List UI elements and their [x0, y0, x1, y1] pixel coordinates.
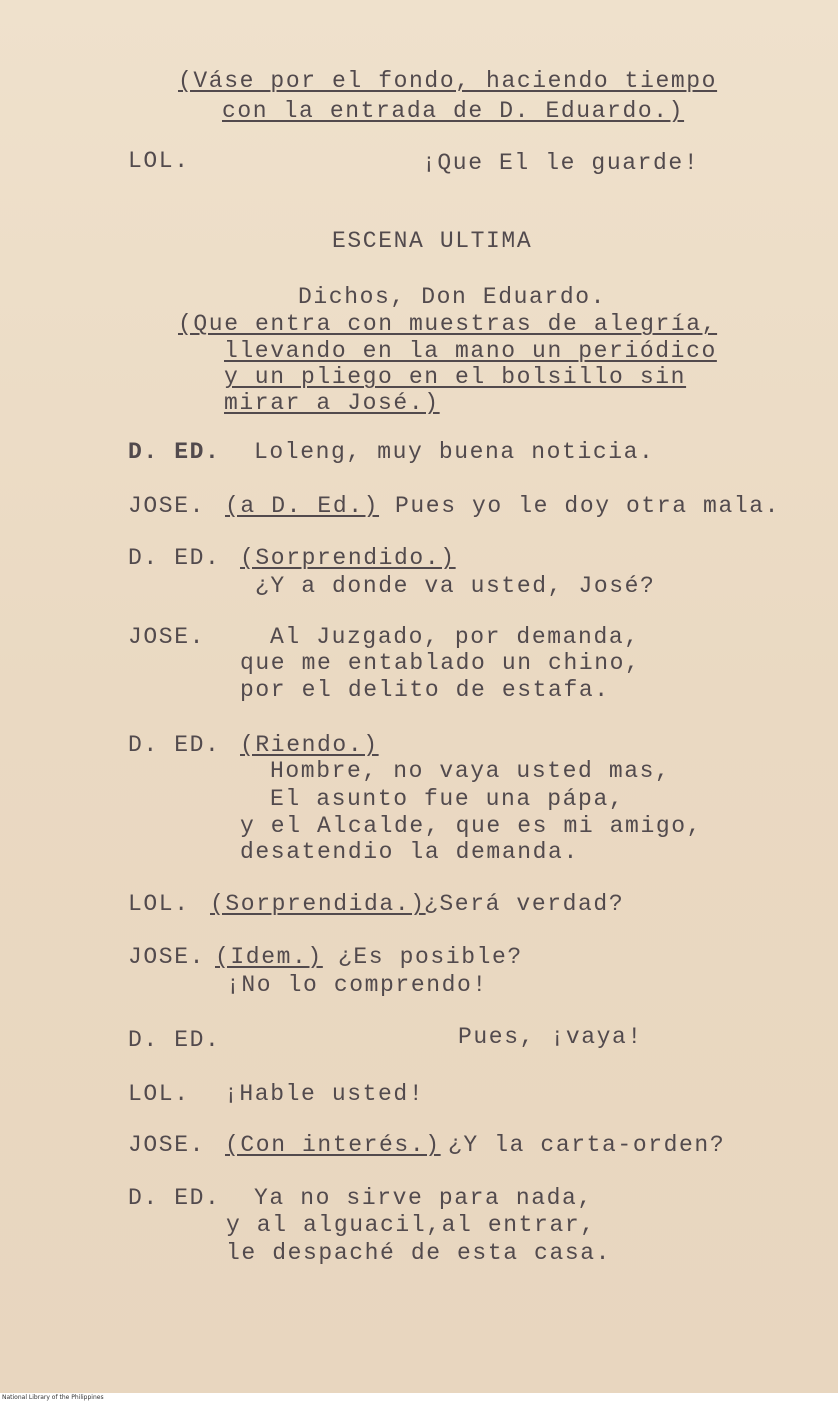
- stage-3: (a D. Ed.): [225, 493, 380, 519]
- dialogue-jose-2a: Al Juzgado, por demanda,: [270, 624, 640, 650]
- speaker-ded-2: D. ED.: [128, 545, 221, 571]
- stage-2a: (Que entra con muestras de alegría,: [178, 311, 718, 337]
- dialogue-jose-2b: que me entablado un chino,: [240, 650, 641, 676]
- dialogue-jose-3b: ¡No lo comprendo!: [226, 972, 488, 998]
- speaker-lol-1: LOL.: [128, 148, 190, 174]
- speaker-jose-2: JOSE.: [128, 624, 206, 650]
- speaker-jose-3: JOSE.: [128, 944, 206, 970]
- speaker-jose-4: JOSE.: [128, 1132, 206, 1158]
- dialogue-ded-5b: y al alguacil,al entrar,: [226, 1212, 596, 1238]
- dialogue-ded-3c: y el Alcalde, que es mi amigo,: [240, 813, 703, 839]
- dialogue-jose-3a: ¿Es posible?: [338, 944, 523, 970]
- speaker-ded-4: D. ED.: [128, 1027, 221, 1053]
- dialogue-ded-3d: desatendio la demanda.: [240, 839, 579, 865]
- footer-credit: National Library of the Philippines: [2, 1394, 104, 1401]
- speaker-ded-5: D. ED.: [128, 1185, 221, 1211]
- stage-1a: (Váse por el fondo, haciendo tiempo: [178, 68, 718, 94]
- characters: Dichos, Don Eduardo.: [298, 284, 607, 310]
- stage-2d: mirar a José.): [224, 390, 440, 416]
- stage-7: (Idem.): [215, 944, 323, 970]
- dialogue-ded-2: ¿Y a donde va usted, José?: [255, 573, 656, 599]
- dialogue-jose-2c: por el delito de estafa.: [240, 677, 610, 703]
- stage-5: (Riendo.): [240, 732, 379, 758]
- dialogue-ded-1: Loleng, muy buena noticia.: [254, 439, 655, 465]
- dialogue-ded-3b: El asunto fue una pápa,: [270, 786, 625, 812]
- stage-1b: con la entrada de D. Eduardo.): [222, 98, 685, 124]
- footer-bar: [0, 1393, 838, 1403]
- dialogue-ded-5a: Ya no sirve para nada,: [254, 1185, 593, 1211]
- stage-6: (Sorprendida.): [210, 891, 426, 917]
- dialogue-ded-3a: Hombre, no vaya usted mas,: [270, 758, 671, 784]
- dialogue-jose-4: ¿Y la carta-orden?: [448, 1132, 726, 1158]
- scene-heading: ESCENA ULTIMA: [332, 228, 533, 254]
- stage-8: (Con interés.): [225, 1132, 441, 1158]
- speaker-jose-1: JOSE.: [128, 493, 206, 519]
- dialogue-ded-4: Pues, ¡vaya!: [458, 1024, 643, 1050]
- dialogue-lol-1: ¡Que El le guarde!: [422, 150, 700, 176]
- dialogue-ded-5c: le despaché de esta casa.: [226, 1240, 612, 1266]
- speaker-lol-3: LOL.: [128, 1081, 190, 1107]
- stage-2c: y un pliego en el bolsillo sin: [224, 364, 687, 390]
- speaker-ded-3: D. ED.: [128, 732, 221, 758]
- speaker-lol-2: LOL.: [128, 891, 190, 917]
- dialogue-jose-1: Pues yo le doy otra mala.: [395, 493, 781, 519]
- speaker-ded-1: D. ED.: [128, 439, 221, 465]
- dialogue-lol-2: ¿Será verdad?: [424, 891, 625, 917]
- stage-2b: llevando en la mano un periódico: [224, 338, 717, 364]
- stage-4: (Sorprendido.): [240, 545, 456, 571]
- dialogue-lol-3: ¡Hable usted!: [224, 1081, 425, 1107]
